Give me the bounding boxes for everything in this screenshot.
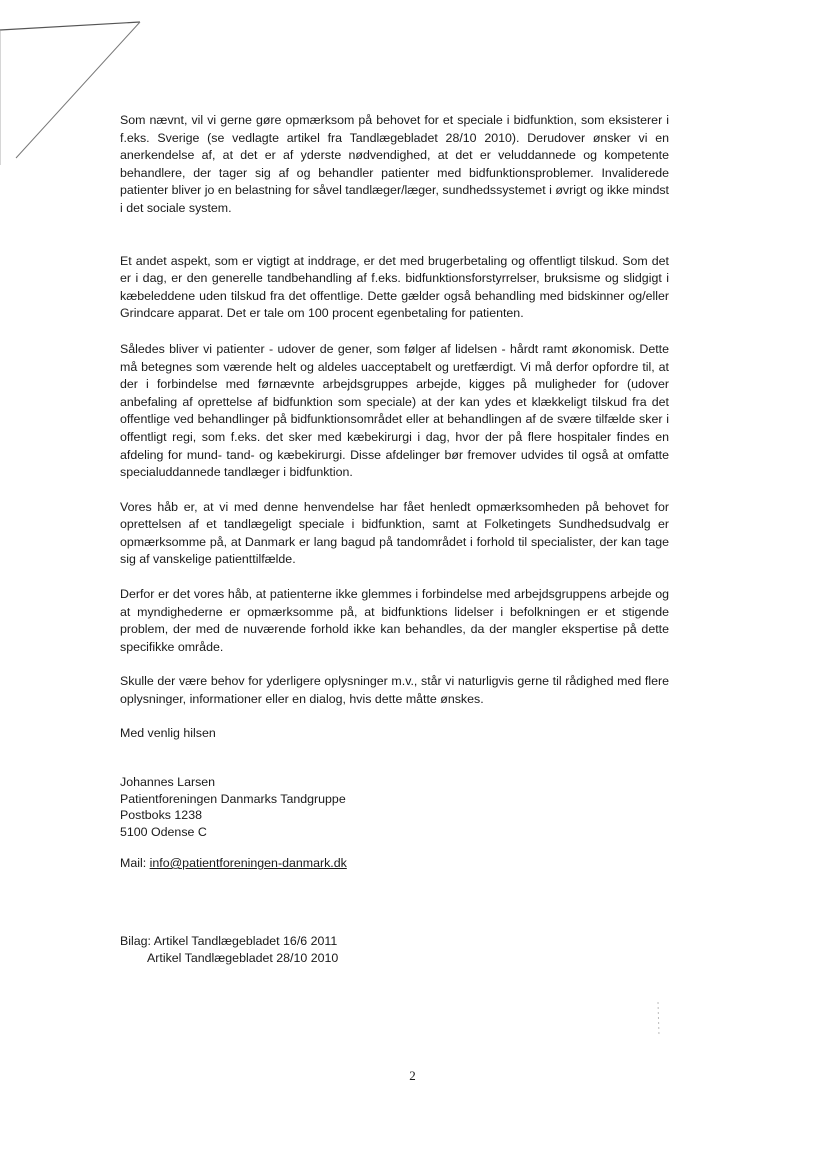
sender-name: Johannes Larsen xyxy=(120,775,216,789)
attachments-label: Bilag: xyxy=(120,934,151,948)
attachments-block xyxy=(120,933,338,967)
closing: Med venlig hilsen xyxy=(120,726,216,740)
paragraph-oekonomi: Således bliver vi patienter - udover de gener, som følger af lidelsen - hårdt ramt økonomisk. Dette må betegnes som værende helt og aldeles uacceptabelt og uretfærdigt. Vi må derfor opfordre til, at der i forbindelse med førnævnte arbejdsgruppes arbejde, kigges på muligheder for (udover anbefaling af oprettelse af bidfunktion som speciale) at der kan ydes et klækkeligt tilskud fra det offentlige ved behandlinger på bidfunktionsområdet eller at behandlingen af de svære tilfælde sker i offentligt regi, som f.eks. det sker med kæbekirurgi i dag, hvor der på flere hospitaler findes en afdeling for mund- tand- og kæbekirurgi. Disse afdelinger bør fremover udvides til også at omfatte specialuddannede tandlæger i bidfunktion. xyxy=(120,341,669,480)
sender-postbox: Postboks 1238 xyxy=(120,808,202,822)
attachment-item: Artikel Tandlægebladet 28/10 2010 xyxy=(147,951,339,965)
sender-block xyxy=(120,774,346,840)
mail-label: Mail: xyxy=(120,856,147,870)
scan-speck xyxy=(650,1000,670,1040)
page-number: 2 xyxy=(409,1068,416,1083)
paragraph-oplysninger: Skulle der være behov for yderligere oplysninger m.v., står vi naturligvis gerne til rådighed med flere oplysninger, informationer eller en dialog, hvis dette måtte ønskes. xyxy=(120,674,669,707)
letter-body xyxy=(120,112,669,709)
mail-line xyxy=(120,855,347,872)
sender-city: 5100 Odense C xyxy=(120,824,207,839)
attachment-item: Artikel Tandlægebladet 16/6 2011 xyxy=(153,934,338,948)
paragraph-haab: Vores håb er, at vi med denne henvendelse har fået henledt opmærksomheden på behovet for oprettelsen af et tandlægeligt speciale i bidfunktion, samt at Folketingets Sundhedsudvalg er opmærksomme på, at Danmark er lang bagud på tandområdet i forhold til specialister, der kan tage sig af vanskelige patienttilfælde. xyxy=(120,499,669,567)
paragraph-arbejdsgruppe: Derfor er det vores håb, at patienterne ikke glemmes i forbindelse med arbejdsgruppens arbejde og at myndighederne er opmærksomme på, at bidfunktions lidelser i befolkningen er et stigende problem, der med de nuværende forhold ikke kan behandles, da der mangler ekspertise på dette specifikke område. xyxy=(120,587,669,654)
sender-organization: Patientforeningen Danmarks Tandgruppe xyxy=(120,791,346,806)
mail-link[interactable]: info@patientforeningen-danmark.dk xyxy=(149,856,347,870)
paragraph-speciale: Som nævnt, vil vi gerne gøre opmærksom på behovet for et speciale i bidfunktion, som eksisterer i f.eks. Sverige (se vedlagte artikel fra Tandlægebladet 28/10 2010). Derudover ønsker vi en anerkendelse af, at det er af yderste nødvendighed, at det er veluddannede og kompetente behandlere, der tager sig af og behandler patienter med bidfunktionsproblemer. Invaliderede patienter bliver jo en belastning for såvel tandlæger/læger, sundhedssystemet i øvrigt og ikke mindst i det sociale system. xyxy=(120,113,669,215)
paragraph-brugerbetaling: Et andet aspekt, som er vigtigt at inddrage, er det med brugerbetaling og offentligt tilskud. Som det er i dag, er den generelle tandbehandling af f.eks. bidfunktionsforstyrrelser, bruksisme og slidgigt i kæbeleddene uden tilskud fra det offentlige. Dette gælder også behandling med bidskinner og/eller Grindcare apparat. Det er tale om 100 procent egenbetaling for patienten. xyxy=(120,253,669,321)
